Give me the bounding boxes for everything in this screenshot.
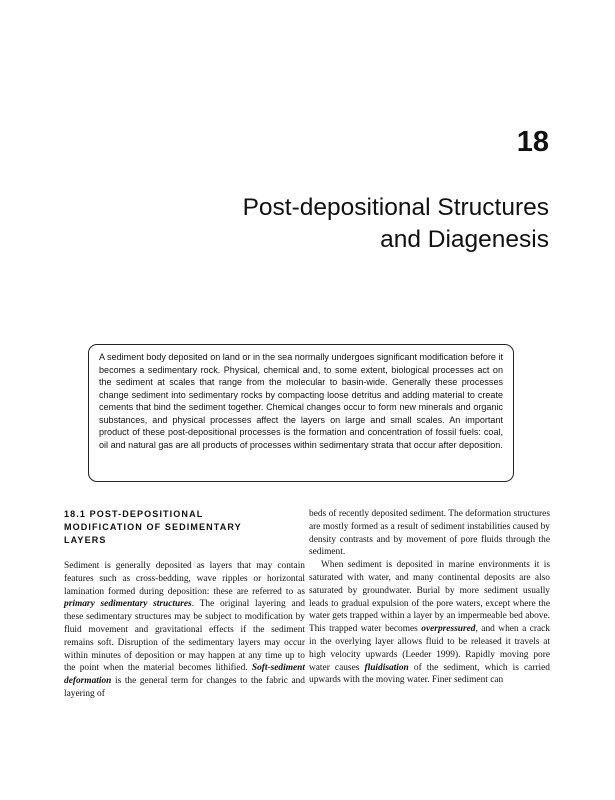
- key-term: primary sedimentary structures: [64, 599, 192, 610]
- body-text: is the general term for changes to the fabric and layering of: [64, 676, 305, 699]
- paragraph: beds of recently deposited sediment. The deformation structures are mostly formed as a result of sediment instabilities caused by density contrasts and by movement of pore fluids through the sediment.: [309, 509, 550, 558]
- key-term: overpressured: [421, 624, 476, 635]
- body-text: of the sediment, which is carried upwards with the moving water. Finer sediment can: [309, 662, 550, 686]
- chapter-abstract-text: A sediment body deposited on land or in the sea normally undergoes significant modification before it becomes a sedimentary rock. Physical, chemical and, to some extent, biological processes act on the sediment at scales that range from the molecular to basin-wide. Generally these processes change sediment into sedimentary rocks by compacting loose detritus and adding material to create cements that bind the sediment together. Chemical changes occur to form new minerals and organic substances, and physical processes affect the layers on large and small scales. An important product of these post-depositional processes is the formation and concentration of fossil fuels: coal, oil and natural gas are all products of processes within sedimentary strata that occur after deposition.: [99, 352, 503, 450]
- chapter-title: [243, 192, 549, 256]
- left-column: [64, 560, 305, 701]
- key-term: fluidisation: [364, 662, 409, 673]
- chapter-abstract-box: [88, 344, 514, 482]
- section-heading-line-2: MODIFICATION OF SEDIMENTARY: [64, 521, 242, 532]
- body-text: Sediment is generally deposited as layers that may contain features such as cross-bedding, wave ripples or horizontal lamination formed during deposition: these are referred to as: [64, 561, 305, 597]
- paragraph: [64, 560, 305, 701]
- key-term: Soft-sediment deformation: [64, 663, 305, 687]
- paragraph: [309, 559, 550, 687]
- right-column: [309, 508, 550, 687]
- chapter-title-line-2: and Diagenesis: [380, 226, 549, 253]
- body-text: . The original layering and these sedimentary structures may be subject to modification by fluid movement and gravitational effects if the sediment remains soft. Disruption of the sedimentary layers may occur within minutes of deposition or may happen at any time up to the point when the material becomes lithified.: [64, 599, 305, 674]
- chapter-title-line-1: Post-depositional Structures: [242, 194, 549, 221]
- section-heading-line-3: LAYERS: [64, 534, 107, 545]
- section-heading: [64, 508, 304, 546]
- body-text: When sediment is deposited in marine environments it is saturated with water, and many continental deposits are also saturated by groundwater. Burial by more sediment usually leads to gradual expulsion of the pore waters, except where the water gets trapped within a layer by an impermeable bed above. This trapped water becomes: [309, 560, 550, 635]
- chapter-number: 18: [516, 126, 549, 158]
- body-text: , and when a crack in the overlying layer allows fluid to be released it travels at high velocity upwards (Leeder 1999). Rapidly moving pore water causes: [309, 624, 550, 673]
- section-heading-line-1: 18.1 POST-DEPOSITIONAL: [64, 509, 204, 519]
